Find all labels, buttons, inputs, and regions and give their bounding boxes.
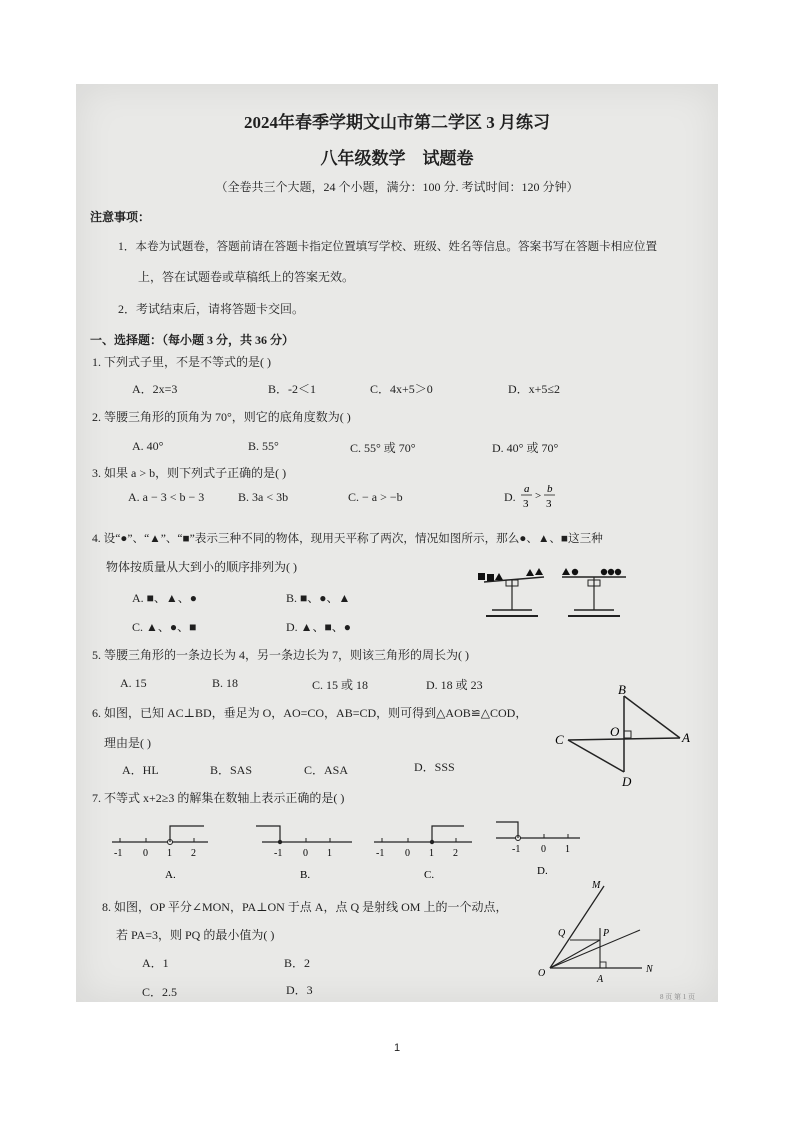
q2-option-b: B. 55° bbox=[248, 439, 279, 453]
q1-option-a: A．2x=3 bbox=[132, 382, 178, 396]
svg-text:1: 1 bbox=[167, 848, 172, 859]
q4-stem: 4. 设“●”、“▲”、“■”表示三种不同的物体，现用天平称了两次，情况如图所示，那么●、▲、■这三种 bbox=[92, 532, 603, 545]
q3-fraction-inequality bbox=[518, 480, 558, 514]
q6-option-d: D．SSS bbox=[414, 760, 455, 774]
notice-item-1-cont: 上，答在试题卷或草稿纸上的答案无效。 bbox=[138, 270, 355, 284]
q7-number-line-b bbox=[256, 826, 352, 881]
q4-option-b: B. ■、●、▲ bbox=[286, 591, 351, 605]
svg-text:2: 2 bbox=[453, 848, 458, 859]
q6-label-c: C bbox=[555, 732, 564, 747]
q5-option-b: B. 18 bbox=[212, 676, 239, 690]
q5-stem: 5. 等腰三角形的一条边长为 4，另一条边长为 7，则该三角形的周长为( ) bbox=[92, 648, 469, 662]
q4-option-c: C. ▲、●、■ bbox=[132, 620, 197, 634]
q6-label-d: D bbox=[622, 774, 632, 789]
exam-title: 2024年春季学期文山市第二学区 3 月练习 bbox=[244, 113, 550, 132]
notice-item-2: 2．考试结束后，请将答题卡交回。 bbox=[118, 302, 305, 316]
svg-text:-1: -1 bbox=[376, 848, 385, 859]
q6-option-a: A．HL bbox=[122, 763, 159, 777]
q3-frac-lhs-num: a bbox=[524, 483, 530, 495]
q1-option-d: D．x+5≤2 bbox=[508, 382, 561, 396]
exam-info: （全卷共三个大题，24 个小题，满分：100 分. 考试时间：120 分钟） bbox=[215, 180, 579, 194]
q8-stem-cont: 若 PA=3，则 PQ 的最小值为( ) bbox=[116, 928, 275, 942]
q8-option-b: B．2 bbox=[284, 956, 311, 970]
q7-stem: 7. 不等式 x+2≥3 的解集在数轴上表示正确的是( ) bbox=[92, 791, 345, 805]
q4-stem-cont: 物体按质量从大到小的顺序排列为( ) bbox=[106, 560, 297, 574]
svg-text:-1: -1 bbox=[114, 848, 123, 859]
balance-scale-2 bbox=[562, 568, 626, 616]
corner-page-note: 8 页 第 1 页 bbox=[660, 993, 695, 1001]
q4-option-a: A. ■、▲、● bbox=[132, 591, 198, 605]
svg-text:2: 2 bbox=[191, 848, 196, 859]
q5-option-a: A. 15 bbox=[120, 676, 147, 690]
svg-text:0: 0 bbox=[303, 848, 308, 859]
q8-stem: 8. 如图，OP 平分∠MON，PA⊥ON 于点 A，点 Q 是射线 OM 上的一个动点， bbox=[102, 900, 508, 914]
q8-option-d: D．3 bbox=[286, 983, 313, 997]
q4-balance-scales-figure bbox=[474, 560, 634, 624]
notice-heading: 注意事项： bbox=[90, 210, 151, 224]
exam-paper-photo bbox=[76, 84, 718, 1002]
q8-label-p: P bbox=[603, 928, 610, 939]
q2-option-a: A. 40° bbox=[132, 439, 164, 453]
q7-option-d: D. bbox=[537, 865, 548, 877]
q6-label-a: A bbox=[682, 730, 690, 745]
svg-text:1: 1 bbox=[327, 848, 332, 859]
q6-stem-cont: 理由是( ) bbox=[104, 736, 151, 750]
q6-option-b: B．SAS bbox=[210, 763, 253, 777]
q1-option-b: B．-2＜1 bbox=[268, 382, 317, 396]
svg-text:-1: -1 bbox=[512, 844, 521, 855]
q8-option-a: A．1 bbox=[142, 956, 169, 970]
svg-text:-1: -1 bbox=[274, 848, 283, 859]
q1-option-c: C．4x+5＞0 bbox=[370, 382, 433, 396]
q7-number-line-c bbox=[374, 826, 472, 881]
svg-text:1: 1 bbox=[429, 848, 434, 859]
q2-stem: 2. 等腰三角形的顶角为 70°，则它的底角度数为( ) bbox=[92, 410, 351, 424]
q8-label-q: Q bbox=[558, 928, 566, 939]
q3-stem: 3. 如果 a > b，则下列式子正确的是( ) bbox=[92, 466, 287, 480]
q3-option-a: A. a − 3 < b − 3 bbox=[128, 490, 205, 504]
q3-frac-rhs-den: 3 bbox=[546, 498, 552, 510]
q8-label-n: N bbox=[646, 964, 653, 975]
q2-option-d: D. 40° 或 70° bbox=[492, 441, 559, 455]
q6-option-c: C．ASA bbox=[304, 763, 349, 777]
page-number: 1 bbox=[393, 1042, 401, 1054]
q3-option-d: D. bbox=[504, 490, 516, 504]
q8-label-o: O bbox=[538, 968, 546, 979]
q6-label-o: O bbox=[610, 724, 620, 739]
q6-stem: 6. 如图，已知 AC⊥BD，垂足为 O，AO=CO，AB=CD，则可得到△AOB≌△COD， bbox=[92, 706, 528, 720]
q1-stem: 1. 下列式子里，不是不等式的是( ) bbox=[92, 355, 271, 369]
q7-option-c: C. bbox=[424, 869, 435, 881]
q6-label-b: B bbox=[618, 682, 626, 697]
svg-text:1: 1 bbox=[565, 844, 570, 855]
q2-option-c: C. 55° 或 70° bbox=[350, 441, 416, 455]
balance-scale-1 bbox=[478, 568, 544, 616]
q3-frac-rhs-num: b bbox=[547, 483, 553, 495]
q6-geometry-figure bbox=[552, 682, 692, 792]
exam-subtitle: 八年级数学 试题卷 bbox=[320, 149, 474, 168]
q3-option-b: B. 3a < 3b bbox=[238, 490, 289, 504]
q7-number-line-a bbox=[112, 826, 208, 881]
q7-option-a: A. bbox=[165, 869, 176, 881]
q4-option-d: D. ▲、■、● bbox=[286, 620, 352, 634]
q5-option-c: C. 15 或 18 bbox=[312, 678, 369, 692]
q3-frac-lhs-den: 3 bbox=[523, 498, 529, 510]
notice-item-1: 1．本卷为试题卷，答题前请在答题卡指定位置填写学校、班级、姓名等信息。答案书写在答题卡相应位置 bbox=[118, 240, 658, 253]
svg-text:0: 0 bbox=[143, 848, 148, 859]
q7-number-line-d bbox=[496, 822, 580, 877]
section-heading: 一、选择题：（每小题 3 分，共 36 分） bbox=[90, 333, 295, 347]
svg-text:0: 0 bbox=[405, 848, 410, 859]
q7-option-b: B. bbox=[300, 869, 311, 881]
q5-option-d: D. 18 或 23 bbox=[426, 678, 483, 692]
q8-option-c: C．2.5 bbox=[142, 985, 178, 999]
svg-text:0: 0 bbox=[541, 844, 546, 855]
q8-geometry-figure bbox=[534, 878, 684, 990]
q3-option-c: C. − a > −b bbox=[348, 490, 403, 504]
q8-label-m: M bbox=[592, 880, 601, 891]
svg-text:>: > bbox=[535, 490, 542, 502]
q8-label-a: A bbox=[597, 974, 604, 985]
